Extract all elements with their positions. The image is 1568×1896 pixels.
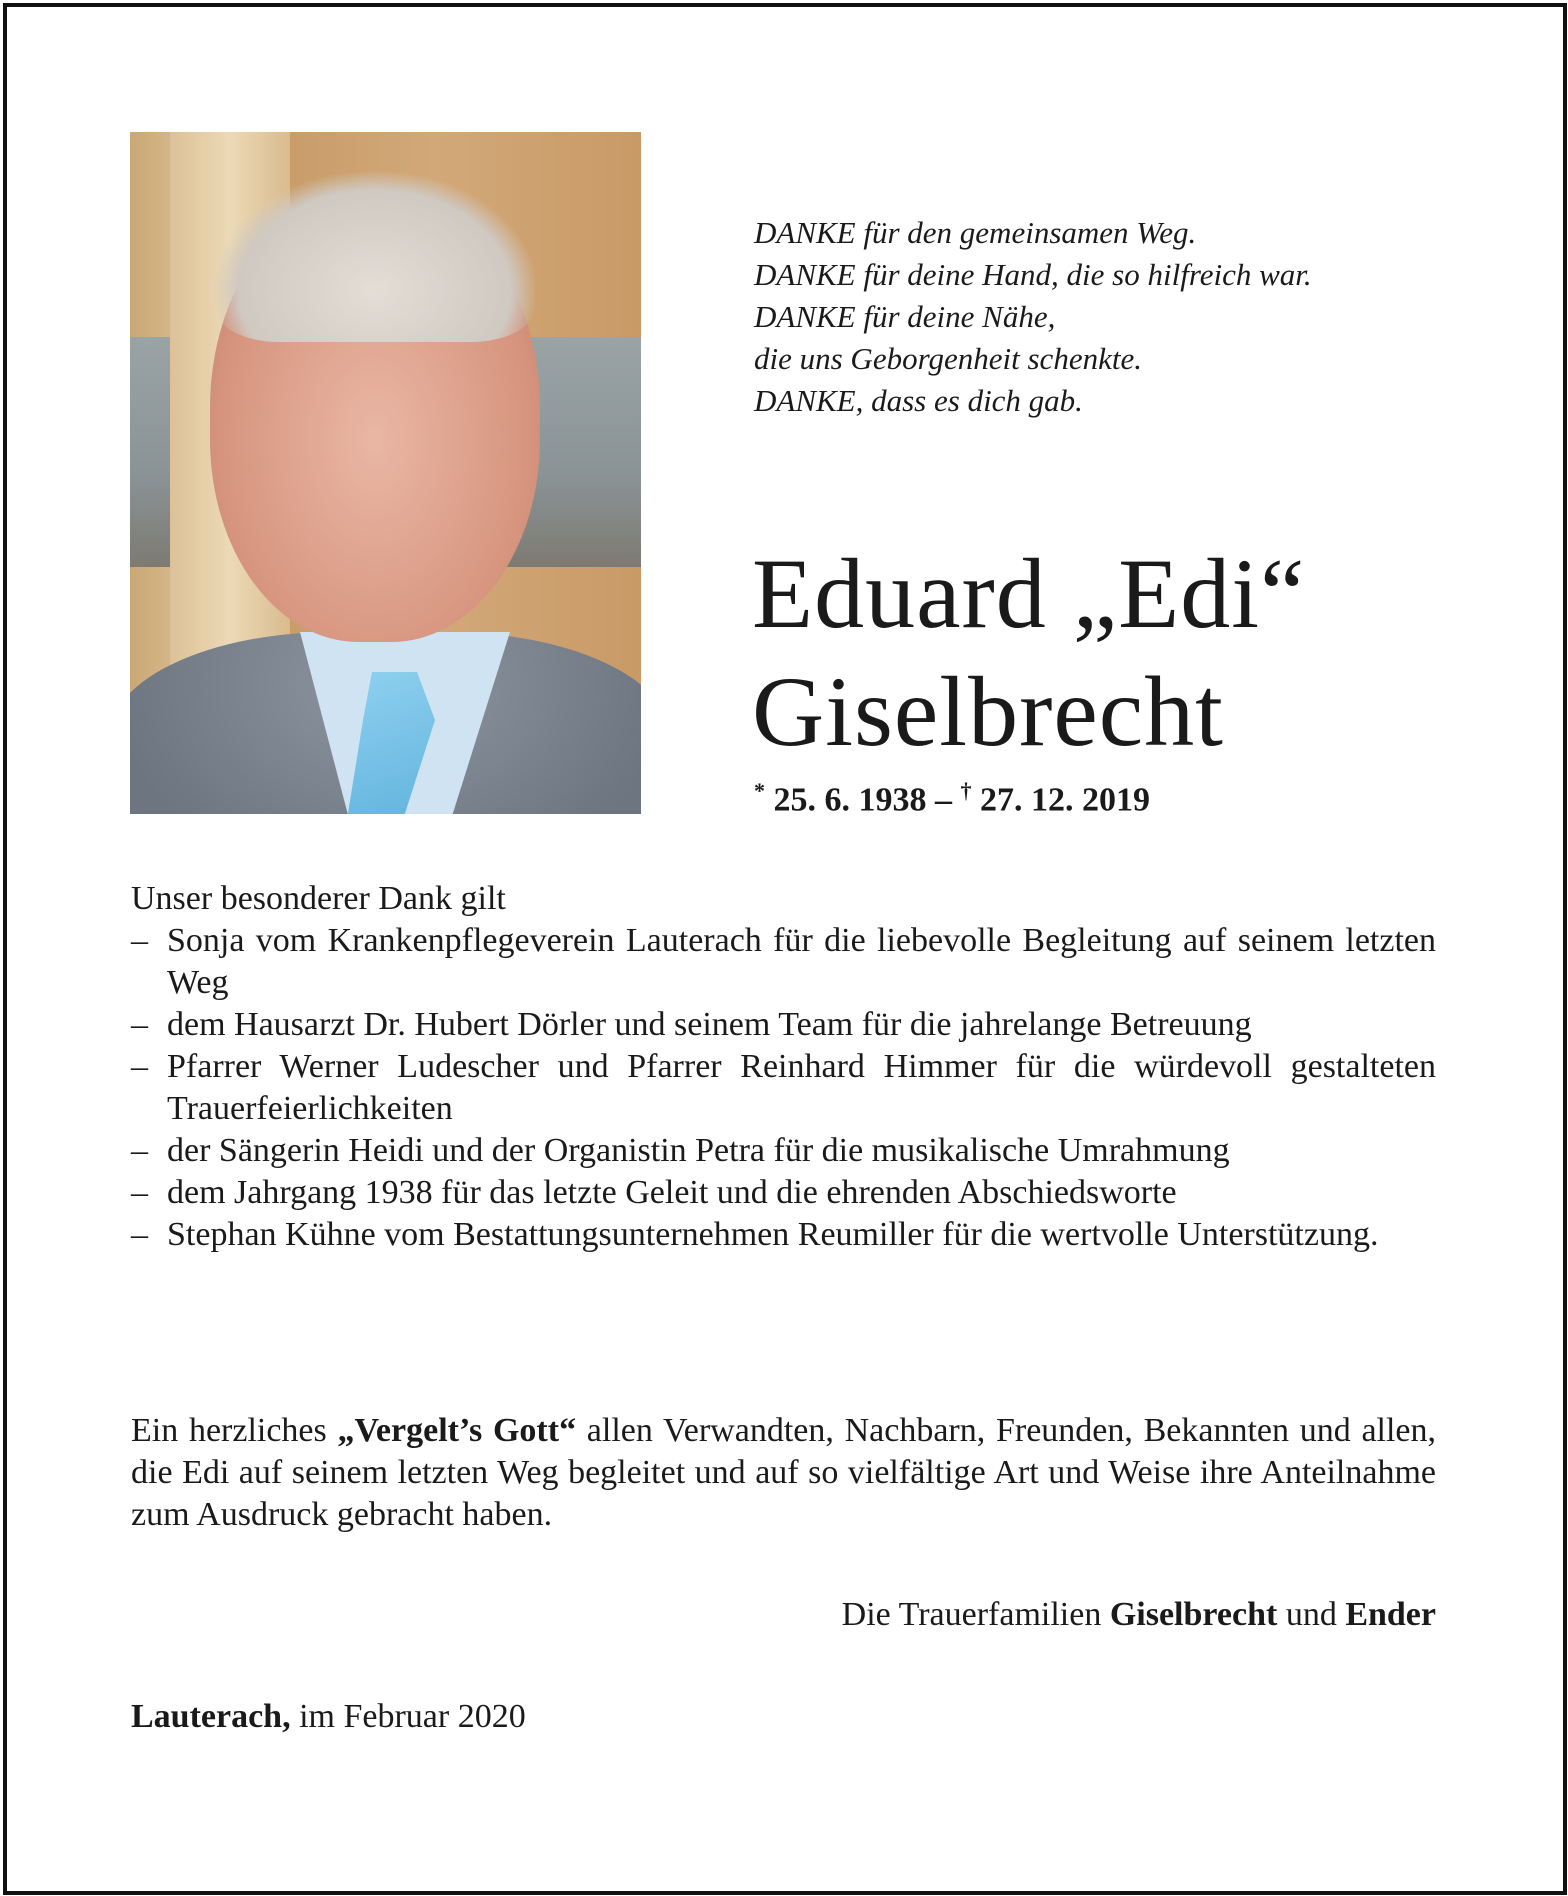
list-item-text: Stephan Kühne vom Bestattungsunternehmen Reumiller für die wertvolle Unterstützung. [167,1216,1379,1253]
date-separator: – [926,781,961,819]
place-city: Lauterach, [131,1698,291,1735]
name-line-2: Giselbrecht [752,656,1224,767]
list-item-text: Sonja vom Krankenpflegeverein Lauterach für die liebevolle Begleitung auf seinem letzten Weg [167,922,1436,1001]
place-date [131,1698,526,1736]
place-date-text: im Februar 2020 [290,1698,526,1735]
list-item [131,1214,1436,1256]
list-item [131,1130,1436,1172]
poem-line: die uns Geborgenheit schenkte. [754,341,1142,376]
birth-date: 25. 6. 1938 [773,781,927,819]
deceased-name [752,535,1305,771]
list-item [131,920,1436,1004]
signature-text: und [1277,1596,1346,1633]
name-line-1: Eduard „Edi“ [752,538,1306,649]
thanks-list [131,920,1436,1256]
closing-text: allen Verwandten, Nachbarn, Freunden, Bekannten und allen, die Edi auf seinem letzten Weg begleitet und auf so vielfältige Art und Weise ihre Anteilnahme zum Ausdruck gebracht haben. [131,1412,1437,1533]
dash: – [131,1174,148,1211]
list-item [131,1004,1436,1046]
list-item [131,1172,1436,1214]
list-item [131,1046,1436,1130]
signature [842,1596,1436,1634]
dash: – [131,922,148,959]
signature-text: Die Trauerfamilien [841,1596,1110,1633]
list-item-text: der Sängerin Heidi und der Organistin Petra für die musikalische Umrahmung [167,1132,1230,1169]
family-name-1: Giselbrecht [1109,1596,1278,1633]
thanks-section [131,878,1436,1256]
poem [754,212,1312,422]
family-name-2: Ender [1345,1596,1436,1633]
closing-paragraph [131,1410,1436,1536]
dash: – [131,1006,148,1043]
poem-line: DANKE für deine Nähe, [754,299,1056,334]
list-item-text: dem Jahrgang 1938 für das letzte Geleit und die ehrenden Abschiedsworte [167,1174,1177,1211]
dash: – [131,1216,148,1253]
death-date: 27. 12. 2019 [980,781,1150,819]
poem-line: DANKE für den gemeinsamen Weg. [754,215,1197,250]
closing-emphasis: „Vergelt’s Gott“ [337,1412,577,1449]
list-item-text: Pfarrer Werner Ludescher und Pfarrer Reinhard Himmer für die würdevoll gestalteten Trauerfeierlichkeiten [167,1048,1436,1127]
list-item-text: dem Hausarzt Dr. Hubert Dörler und seinem Team für die jahrelange Betreuung [167,1006,1252,1043]
thanks-intro: Unser besonderer Dank gilt [131,880,506,917]
life-dates [754,778,1150,819]
portrait-photo [130,132,641,814]
closing-text: Ein herzliches [131,1412,338,1449]
dash: – [131,1132,148,1169]
poem-line: DANKE für deine Hand, die so hilfreich war. [754,257,1312,292]
poem-line: DANKE, dass es dich gab. [754,383,1083,418]
death-symbol: † [960,778,972,803]
birth-symbol: * [754,778,765,803]
photo-hair [215,172,535,342]
dash: – [131,1048,148,1085]
